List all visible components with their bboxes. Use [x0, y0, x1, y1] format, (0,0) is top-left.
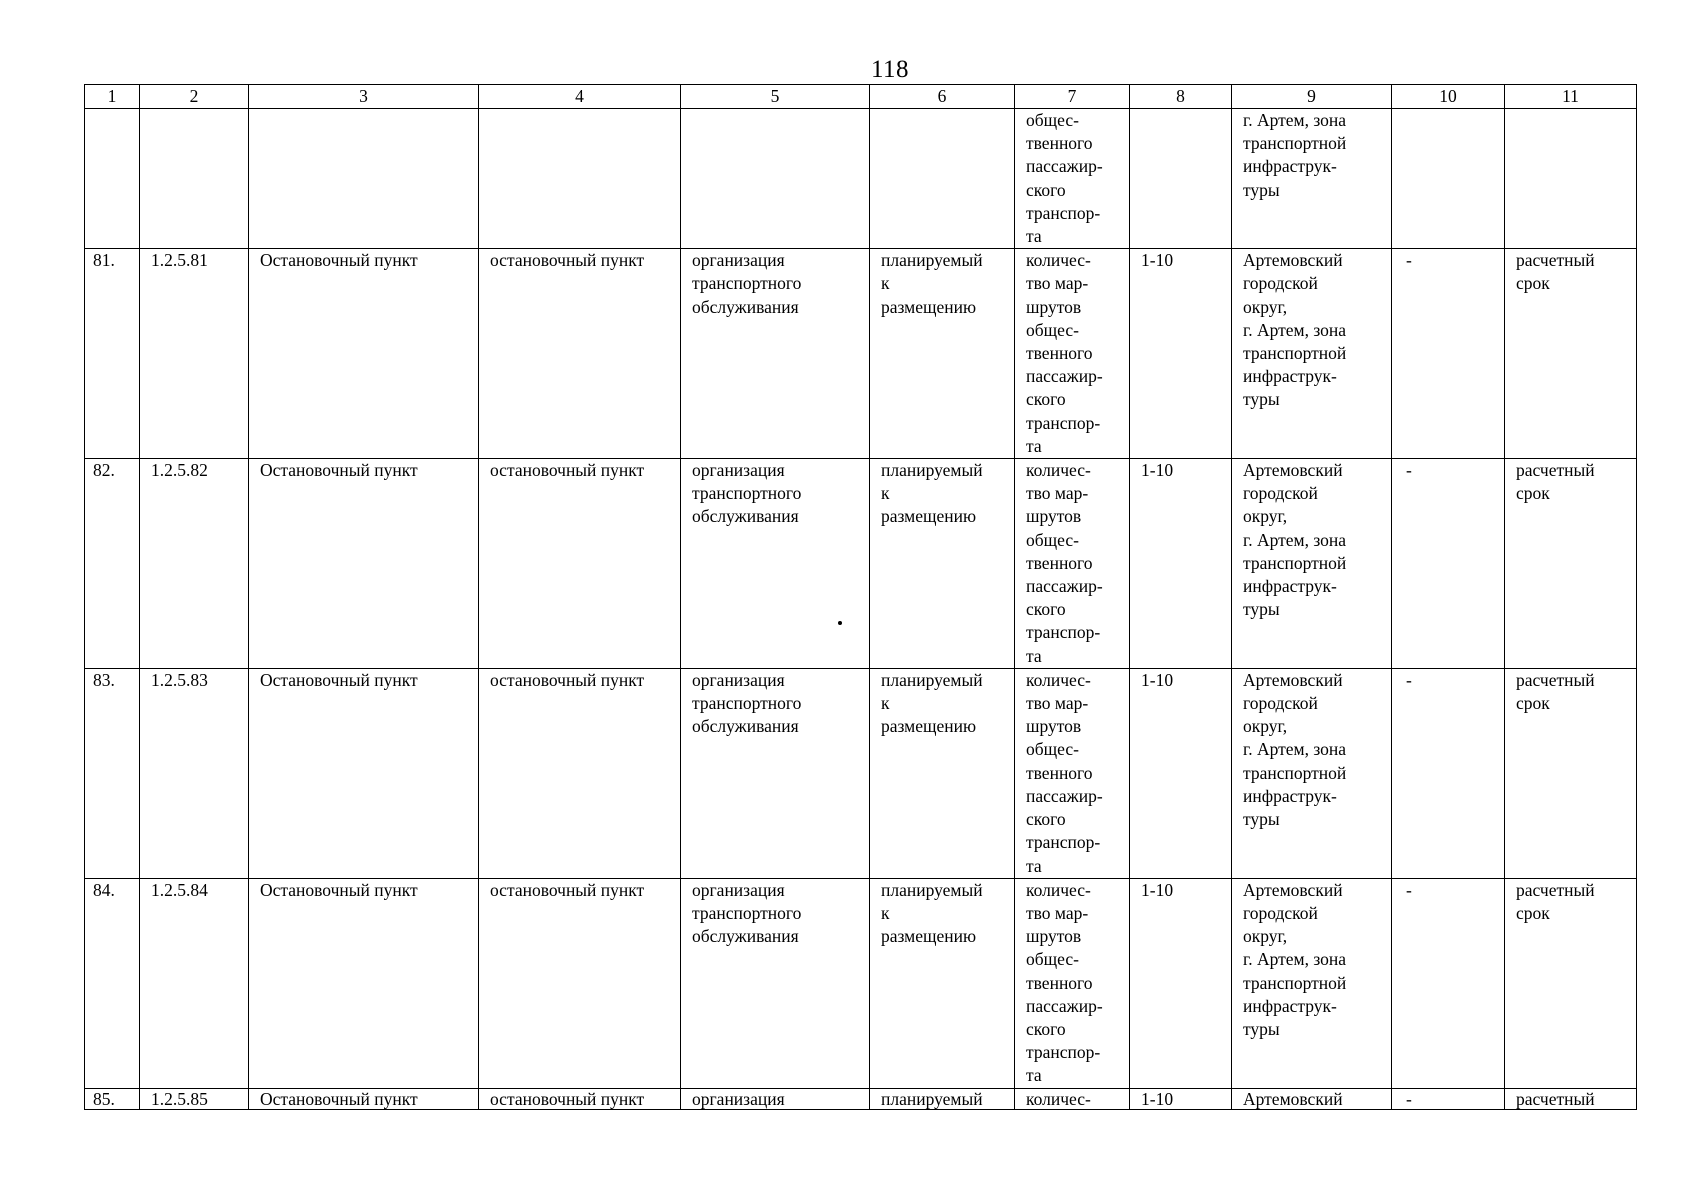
term-cell: расчетный срок [1505, 878, 1637, 1088]
column-number: 9 [1232, 85, 1392, 109]
code-cell: 1.2.5.81 [140, 249, 249, 459]
name-cell: Остановочный пункт [249, 249, 479, 459]
type-cell: остановочный пункт [479, 878, 681, 1088]
value-cell: 1-10 [1130, 249, 1232, 459]
characteristic-cell: количес- тво мар- шрутов общес- твенного пассажир- ского транспор- та [1015, 459, 1130, 669]
value-cell: 1-10 [1130, 1088, 1232, 1109]
column-number: 10 [1392, 85, 1505, 109]
name-cell: Остановочный пункт [249, 1088, 479, 1109]
status-cell: планируемый к размещению [870, 878, 1015, 1088]
type-cell: остановочный пункт [479, 249, 681, 459]
status-cell: планируемый к размещению [870, 249, 1015, 459]
code-cell: 1.2.5.82 [140, 459, 249, 669]
purpose-cell: организация [681, 1088, 870, 1109]
status-cell: планируемый к размещению [870, 459, 1015, 669]
row-number-cell: 81. [85, 249, 140, 459]
table-cell: г. Артем, зона транспортной инфраструк- туры [1232, 109, 1392, 249]
column-number: 7 [1015, 85, 1130, 109]
term-cell: расчетный срок [1505, 249, 1637, 459]
purpose-cell: организация транспортного обслуживания [681, 878, 870, 1088]
location-cell: Артемовский [1232, 1088, 1392, 1109]
row-number-cell: 82. [85, 459, 140, 669]
column-number: 11 [1505, 85, 1637, 109]
table-cell [85, 109, 140, 249]
location-cell: Артемовский городской округ, г. Артем, зона транспортной инфраструк- туры [1232, 878, 1392, 1088]
code-cell: 1.2.5.85 [140, 1088, 249, 1109]
document-table [84, 84, 1637, 1110]
table-row [85, 668, 1637, 878]
characteristic-cell: количес- [1015, 1088, 1130, 1109]
name-cell: Остановочный пункт [249, 459, 479, 669]
zone-cell: - [1392, 1088, 1505, 1109]
value-cell: 1-10 [1130, 668, 1232, 878]
zone-cell: - [1392, 459, 1505, 669]
type-cell: остановочный пункт [479, 668, 681, 878]
table-cell [1130, 109, 1232, 249]
name-cell: Остановочный пункт [249, 878, 479, 1088]
column-number: 1 [85, 85, 140, 109]
table-cell [249, 109, 479, 249]
table-cell [870, 109, 1015, 249]
table-cell: общес- твенного пассажир- ского транспор- та [1015, 109, 1130, 249]
column-number: 4 [479, 85, 681, 109]
row-number-cell: 84. [85, 878, 140, 1088]
zone-cell: - [1392, 249, 1505, 459]
characteristic-cell: количес- тво мар- шрутов общес- твенного пассажир- ского транспор- та [1015, 249, 1130, 459]
column-number: 2 [140, 85, 249, 109]
code-cell: 1.2.5.83 [140, 668, 249, 878]
table-row [85, 878, 1637, 1088]
value-cell: 1-10 [1130, 878, 1232, 1088]
zone-cell: - [1392, 668, 1505, 878]
scan-speck [838, 621, 842, 625]
table-cell [1392, 109, 1505, 249]
page-number: 118 [870, 56, 910, 83]
location-cell: Артемовский городской округ, г. Артем, зона транспортной инфраструк- туры [1232, 249, 1392, 459]
characteristic-cell: количес- тво мар- шрутов общес- твенного пассажир- ского транспор- та [1015, 668, 1130, 878]
zone-cell: - [1392, 878, 1505, 1088]
location-cell: Артемовский городской округ, г. Артем, зона транспортной инфраструк- туры [1232, 459, 1392, 669]
table-cell [140, 109, 249, 249]
row-number-cell: 85. [85, 1088, 140, 1109]
purpose-cell: организация транспортного обслуживания [681, 668, 870, 878]
term-cell: расчетный срок [1505, 459, 1637, 669]
column-number: 5 [681, 85, 870, 109]
table-cell [1505, 109, 1637, 249]
table-cell [479, 109, 681, 249]
status-cell: планируемый к размещению [870, 668, 1015, 878]
column-number: 3 [249, 85, 479, 109]
table-row [85, 249, 1637, 459]
table-cell [681, 109, 870, 249]
table-row [85, 1088, 1637, 1109]
term-cell: расчетный [1505, 1088, 1637, 1109]
purpose-cell: организация транспортного обслуживания [681, 459, 870, 669]
column-number: 8 [1130, 85, 1232, 109]
column-number-row [85, 85, 1637, 109]
table-row [85, 459, 1637, 669]
characteristic-cell: количес- тво мар- шрутов общес- твенного пассажир- ского транспор- та [1015, 878, 1130, 1088]
status-cell: планируемый [870, 1088, 1015, 1109]
term-cell: расчетный срок [1505, 668, 1637, 878]
type-cell: остановочный пункт [479, 459, 681, 669]
purpose-cell: организация транспортного обслуживания [681, 249, 870, 459]
column-number: 6 [870, 85, 1015, 109]
name-cell: Остановочный пункт [249, 668, 479, 878]
value-cell: 1-10 [1130, 459, 1232, 669]
continuation-row [85, 109, 1637, 249]
type-cell: остановочный пункт [479, 1088, 681, 1109]
code-cell: 1.2.5.84 [140, 878, 249, 1088]
row-number-cell: 83. [85, 668, 140, 878]
location-cell: Артемовский городской округ, г. Артем, зона транспортной инфраструк- туры [1232, 668, 1392, 878]
